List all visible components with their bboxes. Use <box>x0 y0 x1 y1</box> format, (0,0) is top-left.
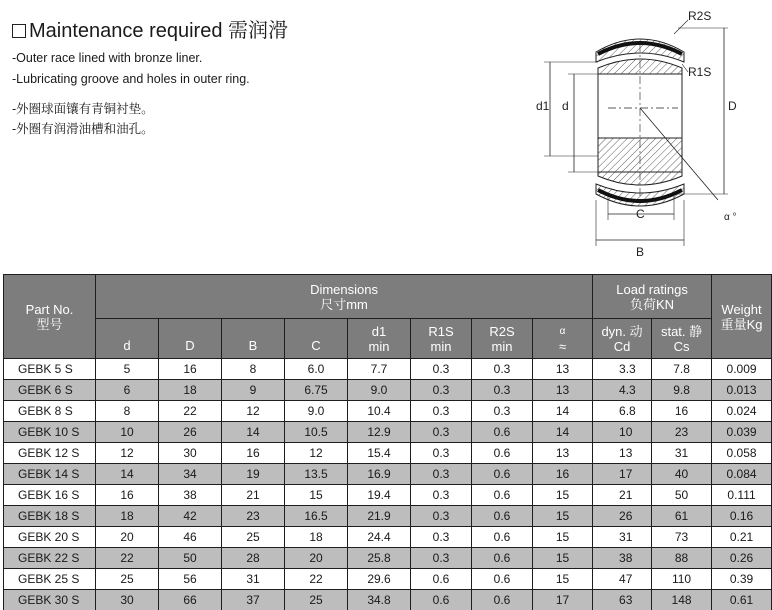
table-cell: 10.4 <box>348 401 411 422</box>
table-cell: 25 <box>96 569 159 590</box>
table-cell: 16.9 <box>348 464 411 485</box>
table-cell: 16 <box>96 485 159 506</box>
table-cell: 21 <box>593 485 652 506</box>
table-cell: 8 <box>222 359 285 380</box>
col-r1s: R1S min <box>411 319 472 359</box>
load-ratings-header: Load ratings 负荷KN <box>593 275 712 319</box>
table-cell: 0.6 <box>411 569 472 590</box>
table-cell: 19 <box>222 464 285 485</box>
table-cell: 0.61 <box>712 590 772 610</box>
note-cn-1: -外圈球面镶有青铜衬垫。 <box>12 102 154 116</box>
table-cell: 6.8 <box>593 401 652 422</box>
table-cell: 0.3 <box>411 401 472 422</box>
table-cell: 22 <box>285 569 348 590</box>
table-cell: 0.39 <box>712 569 772 590</box>
table-cell: 0.26 <box>712 548 772 569</box>
page-title <box>12 14 288 43</box>
table-cell: 13 <box>533 380 593 401</box>
label-alpha: α ° <box>724 212 737 223</box>
table-cell: 15 <box>533 506 593 527</box>
table-cell: 17 <box>593 464 652 485</box>
table-cell: 0.3 <box>411 506 472 527</box>
table-cell: 0.084 <box>712 464 772 485</box>
note-cn-2: -外圈有润滑油槽和油孔。 <box>12 122 154 136</box>
table-cell: 0.6 <box>472 527 533 548</box>
part-number-cell: GEBK 5 S <box>4 359 96 380</box>
table-cell: 14 <box>222 422 285 443</box>
col-d1: d1 min <box>348 319 411 359</box>
table-cell: 12 <box>285 443 348 464</box>
table-cell: 16.5 <box>285 506 348 527</box>
table-cell: 21 <box>222 485 285 506</box>
table-cell: 13.5 <box>285 464 348 485</box>
table-cell: 26 <box>159 422 222 443</box>
table-cell: 10 <box>96 422 159 443</box>
table-cell: 0.3 <box>411 485 472 506</box>
part-number-cell: GEBK 6 S <box>4 380 96 401</box>
weight-header: Weight 重量Kg <box>712 275 772 359</box>
part-number-cell: GEBK 14 S <box>4 464 96 485</box>
table-cell: 0.6 <box>472 569 533 590</box>
table-cell: 0.024 <box>712 401 772 422</box>
col-C: C <box>285 319 348 359</box>
table-cell: 0.3 <box>411 527 472 548</box>
table-cell: 13 <box>533 359 593 380</box>
table-cell: 16 <box>533 464 593 485</box>
label-r2s: R2S <box>688 9 712 23</box>
part-number-cell: GEBK 22 S <box>4 548 96 569</box>
label-C: C <box>636 207 645 221</box>
col-B: B <box>222 319 285 359</box>
page-title-text: Maintenance required 需润滑 <box>29 20 289 42</box>
table-cell: 0.6 <box>472 485 533 506</box>
label-D: D <box>728 99 737 113</box>
table-cell: 63 <box>593 590 652 610</box>
table-cell: 26 <box>593 506 652 527</box>
table-cell: 0.6 <box>411 590 472 610</box>
checkbox-square-icon <box>12 24 26 38</box>
part-number-cell: GEBK 8 S <box>4 401 96 422</box>
table-cell: 31 <box>222 569 285 590</box>
table-cell: 61 <box>652 506 712 527</box>
table-cell: 0.3 <box>411 548 472 569</box>
table-row <box>4 401 772 422</box>
table-cell: 9 <box>222 380 285 401</box>
table-cell: 25 <box>285 590 348 610</box>
table-cell: 21.9 <box>348 506 411 527</box>
table-cell: 40 <box>652 464 712 485</box>
table-body <box>4 359 772 610</box>
table-cell: 18 <box>96 506 159 527</box>
bearing-cross-section-drawing <box>528 4 772 264</box>
notes-chinese <box>12 99 154 139</box>
table-row <box>4 506 772 527</box>
table-cell: 4.3 <box>593 380 652 401</box>
table-row <box>4 485 772 506</box>
table-cell: 0.6 <box>472 548 533 569</box>
table-cell: 0.6 <box>472 590 533 610</box>
table-cell: 5 <box>96 359 159 380</box>
table-cell: 10.5 <box>285 422 348 443</box>
label-r1s: R1S <box>688 65 712 79</box>
table-cell: 0.6 <box>472 506 533 527</box>
table-cell: 0.013 <box>712 380 772 401</box>
part-number-cell: GEBK 25 S <box>4 569 96 590</box>
table-cell: 0.3 <box>411 380 472 401</box>
table-cell: 12 <box>96 443 159 464</box>
table-cell: 0.058 <box>712 443 772 464</box>
table-cell: 0.111 <box>712 485 772 506</box>
table-cell: 17 <box>533 590 593 610</box>
table-cell: 15 <box>533 548 593 569</box>
table-cell: 42 <box>159 506 222 527</box>
table-cell: 148 <box>652 590 712 610</box>
table-cell: 73 <box>652 527 712 548</box>
label-B: B <box>636 245 645 259</box>
table-cell: 0.3 <box>472 401 533 422</box>
table-cell: 18 <box>285 527 348 548</box>
notes-english <box>12 48 250 90</box>
table-cell: 13 <box>533 443 593 464</box>
table-cell: 18 <box>159 380 222 401</box>
table-cell: 6.0 <box>285 359 348 380</box>
table-cell: 50 <box>159 548 222 569</box>
table-cell: 31 <box>593 527 652 548</box>
table-cell: 0.21 <box>712 527 772 548</box>
table-cell: 88 <box>652 548 712 569</box>
col-D: D <box>159 319 222 359</box>
table-cell: 66 <box>159 590 222 610</box>
note-en-2: -Lubricating groove and holes in outer ring. <box>12 72 250 86</box>
table-row <box>4 527 772 548</box>
table-cell: 22 <box>159 401 222 422</box>
table-cell: 0.6 <box>472 464 533 485</box>
table-row <box>4 569 772 590</box>
table-cell: 0.16 <box>712 506 772 527</box>
specification-table <box>3 274 772 610</box>
table-row <box>4 464 772 485</box>
table-cell: 20 <box>96 527 159 548</box>
table-cell: 8 <box>96 401 159 422</box>
table-cell: 0.3 <box>411 464 472 485</box>
table-cell: 38 <box>593 548 652 569</box>
table-cell: 28 <box>222 548 285 569</box>
table-cell: 0.6 <box>472 443 533 464</box>
table-row <box>4 422 772 443</box>
table-cell: 12 <box>222 401 285 422</box>
col-dyn: dyn. 动 Cd <box>593 319 652 359</box>
table-cell: 6 <box>96 380 159 401</box>
table-cell: 10 <box>593 422 652 443</box>
part-number-cell: GEBK 10 S <box>4 422 96 443</box>
table-cell: 16 <box>222 443 285 464</box>
table-cell: 30 <box>159 443 222 464</box>
table-cell: 0.3 <box>411 359 472 380</box>
part-number-cell: GEBK 18 S <box>4 506 96 527</box>
note-en-1: -Outer race lined with bronze liner. <box>12 51 203 65</box>
table-cell: 29.6 <box>348 569 411 590</box>
table-row <box>4 380 772 401</box>
label-d: d <box>562 99 569 113</box>
table-cell: 37 <box>222 590 285 610</box>
table-cell: 14 <box>96 464 159 485</box>
table-cell: 47 <box>593 569 652 590</box>
table-row <box>4 590 772 610</box>
table-cell: 34 <box>159 464 222 485</box>
table-cell: 50 <box>652 485 712 506</box>
table-cell: 15 <box>285 485 348 506</box>
table-cell: 15 <box>533 485 593 506</box>
table-cell: 3.3 <box>593 359 652 380</box>
table-cell: 9.0 <box>348 380 411 401</box>
table-cell: 0.039 <box>712 422 772 443</box>
table-cell: 15 <box>533 569 593 590</box>
table-row <box>4 443 772 464</box>
col-r2s: R2S min <box>472 319 533 359</box>
table-cell: 0.3 <box>472 359 533 380</box>
table-cell: 14 <box>533 422 593 443</box>
table-cell: 15.4 <box>348 443 411 464</box>
table-cell: 46 <box>159 527 222 548</box>
table-cell: 30 <box>96 590 159 610</box>
table-cell: 0.3 <box>472 380 533 401</box>
table-row <box>4 359 772 380</box>
table-cell: 23 <box>652 422 712 443</box>
table-cell: 0.3 <box>411 422 472 443</box>
table-cell: 0.009 <box>712 359 772 380</box>
table-cell: 7.7 <box>348 359 411 380</box>
table-cell: 20 <box>285 548 348 569</box>
dimensions-header: Dimensions 尺寸mm <box>96 275 593 319</box>
table-cell: 38 <box>159 485 222 506</box>
table-cell: 56 <box>159 569 222 590</box>
table-cell: 19.4 <box>348 485 411 506</box>
table-cell: 16 <box>159 359 222 380</box>
table-cell: 9.0 <box>285 401 348 422</box>
table-cell: 22 <box>96 548 159 569</box>
table-cell: 6.75 <box>285 380 348 401</box>
part-number-cell: GEBK 30 S <box>4 590 96 610</box>
table-cell: 7.8 <box>652 359 712 380</box>
col-alpha: α ≈ <box>533 319 593 359</box>
table-cell: 14 <box>533 401 593 422</box>
table-cell: 12.9 <box>348 422 411 443</box>
part-number-cell: GEBK 12 S <box>4 443 96 464</box>
part-number-cell: GEBK 20 S <box>4 527 96 548</box>
table-cell: 15 <box>533 527 593 548</box>
table-cell: 34.8 <box>348 590 411 610</box>
part-number-cell: GEBK 16 S <box>4 485 96 506</box>
table-cell: 0.3 <box>411 443 472 464</box>
part-no-header: Part No. 型号 <box>4 275 96 359</box>
table-cell: 9.8 <box>652 380 712 401</box>
table-cell: 110 <box>652 569 712 590</box>
table-cell: 31 <box>652 443 712 464</box>
table-row <box>4 548 772 569</box>
table-cell: 0.6 <box>472 422 533 443</box>
col-d: d <box>96 319 159 359</box>
col-stat: stat. 静 Cs <box>652 319 712 359</box>
table-cell: 24.4 <box>348 527 411 548</box>
table-cell: 25.8 <box>348 548 411 569</box>
label-d1: d1 <box>536 99 550 113</box>
table-cell: 23 <box>222 506 285 527</box>
table-cell: 16 <box>652 401 712 422</box>
table-cell: 25 <box>222 527 285 548</box>
table-cell: 13 <box>593 443 652 464</box>
